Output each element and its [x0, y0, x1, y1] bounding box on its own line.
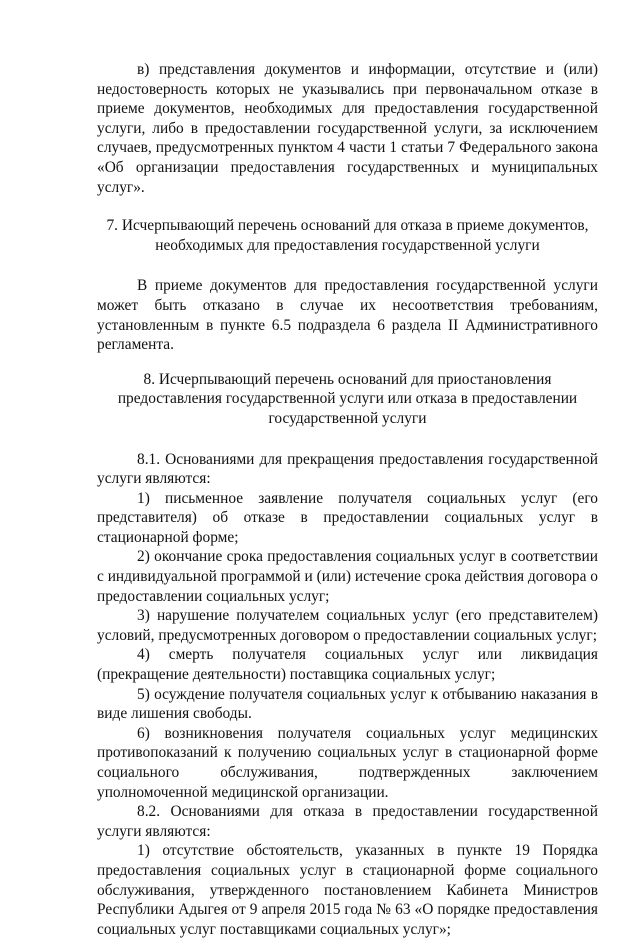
- section-heading-7: 7. Исчерпывающий перечень оснований для отказа в приеме документов, необходимых для предоставления государственной услуги: [106, 217, 589, 254]
- list-item-8-1-2: 2) окончание срока предоставления социальных услуг в соответствии с индивидуальной программой и (или) истечение срока действия договора о предоставлении социальных услуг;: [97, 548, 598, 605]
- document-body: [97, 60, 598, 939]
- section-heading-8: 8. Исчерпывающий перечень оснований для приостановления предоставления государственной услуги или отказа в предоставлении государственной услуги: [117, 370, 578, 427]
- list-item-8-2-1: 1) отсутствие обстоятельств, указанных в пункте 19 Порядка предоставления социальных услуг в стационарной форме социального обслуживания, утвержденного постановлением Кабинета Министров Республики Адыгея от 9 апреля 2015 года № 63 «О порядке предоставления социальных услуг поставщиками социальных услуг»;: [97, 842, 598, 938]
- list-item-8-1-5: 5) осуждение получателя социальных услуг к отбыванию наказания в виде лишения свободы.: [97, 685, 598, 723]
- paragraph-8-1: 8.1. Основаниями для прекращения предоставления государственной услуги являются:: [97, 450, 598, 488]
- list-item-8-1-4: 4) смерть получателя социальных услуг или ликвидация (прекращение деятельности) поставщика социальных услуг;: [97, 646, 598, 684]
- paragraph-section-7: В приеме документов для предоставления государственной услуги может быть отказано в случае их несоответствия требованиям, установленным в пункте 6.5 подраздела 6 раздела II Административного регламента.: [97, 277, 598, 354]
- list-item-8-1-1: 1) письменное заявление получателя социальных услуг (его представителя) об отказе в предоставлении социальных услуг в стационарной форме;: [97, 489, 598, 546]
- paragraph-8-2: 8.2. Основаниями для отказа в предоставлении государственной услуги являются:: [97, 803, 598, 840]
- list-item-8-1-6: 6) возникновения получателя социальных услуг медицинских противопоказаний к получению социальных услуг в стационарной форме социального обслуживания, подтвержденных заключением уполномоченной медицинской организации.: [97, 724, 598, 801]
- paragraph-item-v: в) представления документов и информации, отсутствие и (или) недостоверность которых не указывались при первоначальном отказе в приеме документов, необходимых для предоставления государственной услуги, либо в предоставлении государственной услуги, за исключением случаев, предусмотренных пунктом 4 части 1 статьи 7 Федерального закона «Об организации предоставления государственных и муниципальных услуг».: [97, 61, 598, 196]
- list-item-8-1-3: 3) нарушение получателем социальных услуг (его представителем) условий, предусмотренных договором о предоставлении социальных услуг;: [97, 607, 598, 644]
